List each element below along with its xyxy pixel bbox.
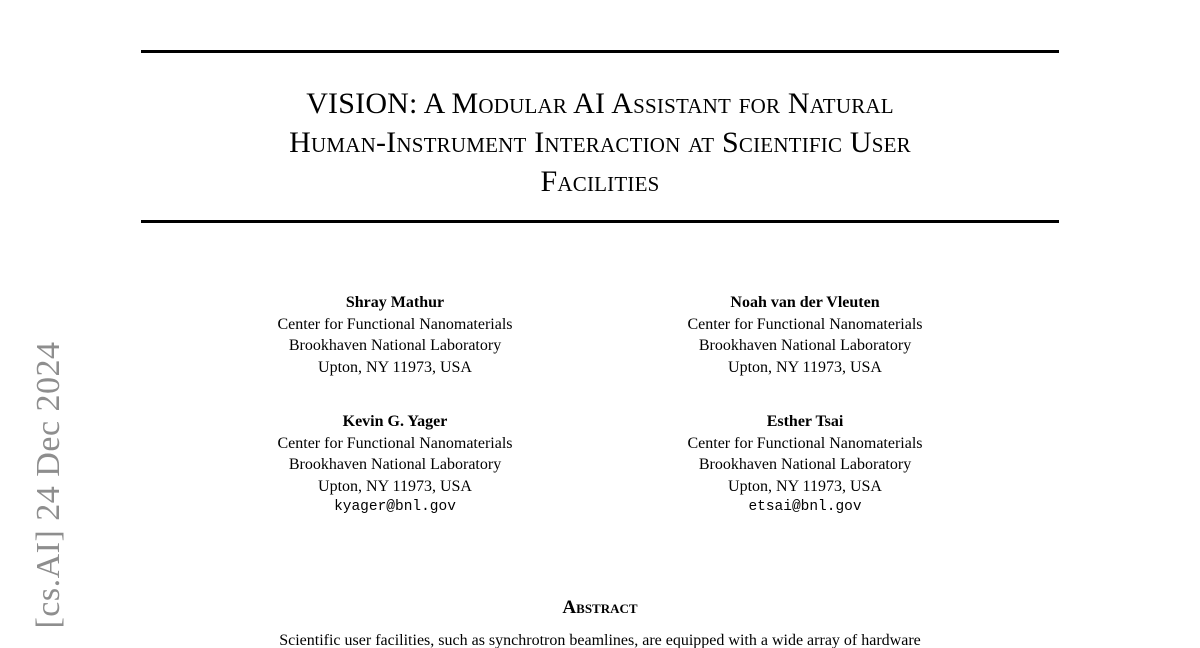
author-card	[215, 411, 575, 519]
title-top-rule	[141, 50, 1059, 53]
author-name: Kevin G. Yager	[342, 413, 448, 430]
author-department: Center for Functional Nanomaterials	[687, 434, 923, 452]
author-card	[625, 292, 985, 378]
title-bottom-rule	[141, 220, 1059, 223]
title-line-1: VISION: A Modular AI Assistant for Natural	[306, 87, 894, 120]
author-address: Upton, NY 11973, USA	[318, 358, 472, 376]
author-department: Center for Functional Nanomaterials	[277, 315, 513, 333]
author-name: Noah van der Vleuten	[730, 294, 880, 311]
author-email-link[interactable]: kyager@bnl.gov	[334, 499, 456, 515]
author-card	[625, 411, 985, 519]
paper-title	[141, 84, 1059, 201]
author-address: Upton, NY 11973, USA	[318, 477, 472, 495]
title-line-3: Facilities	[540, 165, 660, 198]
author-name: Esther Tsai	[766, 413, 844, 430]
title-line-2: Human-Instrument Interaction at Scientific User	[289, 126, 911, 159]
author-card	[215, 292, 575, 378]
author-department: Center for Functional Nanomaterials	[687, 315, 923, 333]
author-lab: Brookhaven National Laboratory	[698, 337, 912, 354]
author-lab: Brookhaven National Laboratory	[288, 456, 502, 473]
author-address: Upton, NY 11973, USA	[728, 358, 882, 376]
author-address: Upton, NY 11973, USA	[728, 477, 882, 495]
author-email-link[interactable]: etsai@bnl.gov	[748, 499, 862, 515]
author-name: Shray Mathur	[345, 294, 445, 311]
author-block	[0, 292, 1200, 532]
author-department: Center for Functional Nanomaterials	[277, 434, 513, 452]
abstract-text: Scientific user facilities, such as synchrotron beamlines, are equipped with a wide array of hardware	[279, 632, 921, 648]
abstract-heading: Abstract	[562, 597, 638, 618]
author-lab: Brookhaven National Laboratory	[698, 456, 912, 473]
arxiv-stamp-text: [cs.AI] 24 Dec 2024	[30, 341, 67, 629]
author-lab: Brookhaven National Laboratory	[288, 337, 502, 354]
